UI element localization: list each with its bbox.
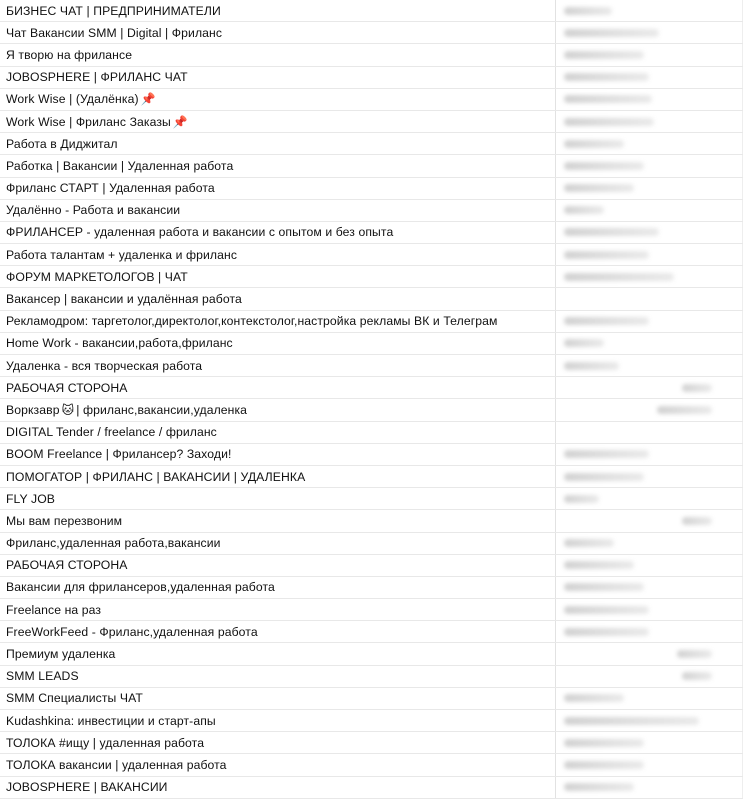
- link-cell[interactable]: [556, 422, 743, 443]
- channel-name: FreeWorkFeed - Фриланс,удаленная работа: [6, 624, 258, 639]
- channel-name-cell[interactable]: [0, 754, 556, 775]
- table-row[interactable]: [0, 754, 743, 776]
- channel-name: JOBOSPHERE | ВАКАНСИИ: [6, 780, 168, 795]
- link-cell[interactable]: [556, 666, 743, 687]
- channel-name: БИЗНЕС ЧАТ | ПРЕДПРИНИМАТЕЛИ: [6, 3, 221, 18]
- channel-name: Премиум удаленка: [6, 647, 116, 662]
- table-row[interactable]: [0, 266, 743, 288]
- link-cell[interactable]: [556, 67, 743, 88]
- table-row[interactable]: [0, 22, 743, 44]
- channel-name-cell[interactable]: [0, 643, 556, 664]
- channel-name: Рекламодром: таргетолог,директолог,контекстолог,настройка рекламы ВК и Телеграм: [6, 314, 498, 329]
- blurred-link: [564, 251, 649, 259]
- table-row[interactable]: [0, 777, 743, 799]
- blurred-link: [564, 717, 699, 725]
- link-cell[interactable]: [556, 777, 743, 798]
- table-row[interactable]: [0, 710, 743, 732]
- link-cell[interactable]: [556, 244, 743, 265]
- table-row[interactable]: [0, 89, 743, 111]
- channel-name-cell[interactable]: [0, 133, 556, 154]
- channel-name: Удалённо - Работа и вакансии: [6, 203, 181, 218]
- link-cell[interactable]: [556, 577, 743, 598]
- table-row[interactable]: [0, 732, 743, 754]
- blurred-link: [564, 561, 634, 569]
- blurred-link: [564, 140, 624, 148]
- link-cell[interactable]: [556, 22, 743, 43]
- blurred-link: [564, 450, 649, 458]
- channel-name: Работа талантам + удаленка и фриланс: [6, 247, 238, 262]
- table-row[interactable]: [0, 510, 743, 532]
- channel-name-cell[interactable]: [0, 22, 556, 43]
- link-cell[interactable]: [556, 643, 743, 664]
- channel-name: Чат Вакансии SMM | Digital | Фриланс: [6, 25, 223, 40]
- link-cell[interactable]: [556, 533, 743, 554]
- blurred-link: [564, 118, 654, 126]
- blurred-link: [564, 783, 634, 791]
- link-cell[interactable]: [556, 754, 743, 775]
- blurred-link: [564, 51, 644, 59]
- channel-name: Freelance на раз: [6, 602, 102, 617]
- channel-name-cell[interactable]: [0, 777, 556, 798]
- blurred-link: [564, 317, 649, 325]
- blurred-link: [677, 650, 712, 658]
- table-row[interactable]: [0, 377, 743, 399]
- channel-name: ТОЛОКА вакансии | удаленная работа: [6, 757, 227, 772]
- table-row[interactable]: [0, 643, 743, 665]
- channel-name-cell[interactable]: [0, 621, 556, 642]
- table-row[interactable]: [0, 244, 743, 266]
- table-row[interactable]: [0, 333, 743, 355]
- channel-name: BOOM Freelance | Фрилансер? Заходи!: [6, 447, 232, 462]
- channel-name-cell[interactable]: [0, 311, 556, 332]
- link-cell[interactable]: [556, 311, 743, 332]
- link-cell[interactable]: [556, 200, 743, 221]
- table-row[interactable]: [0, 355, 743, 377]
- table-row[interactable]: [0, 599, 743, 621]
- blurred-link: [564, 694, 624, 702]
- channel-name-cell[interactable]: [0, 732, 556, 753]
- blurred-link: [564, 228, 659, 236]
- blurred-link: [564, 29, 659, 37]
- channel-name-cell[interactable]: [0, 577, 556, 598]
- channel-name-cell[interactable]: [0, 399, 556, 420]
- blurred-link: [564, 273, 674, 281]
- channel-name: РАБОЧАЯ СТОРОНА: [6, 558, 128, 573]
- table-row[interactable]: [0, 200, 743, 222]
- channel-name: Kudashkina: инвестиции и старт-апы: [6, 713, 216, 728]
- blurred-link: [564, 95, 652, 103]
- blurred-link: [564, 583, 644, 591]
- channel-name-cell[interactable]: [0, 444, 556, 465]
- table-row[interactable]: [0, 111, 743, 133]
- channel-name: Work Wise | (Удалёнка): [6, 92, 139, 107]
- blurred-link: [564, 206, 604, 214]
- link-cell[interactable]: [556, 355, 743, 376]
- channel-name: Work Wise | Фриланс Заказы: [6, 114, 171, 129]
- link-cell[interactable]: [556, 0, 743, 21]
- channel-name: Работа в Диджитал: [6, 136, 118, 151]
- table-row[interactable]: [0, 288, 743, 310]
- link-cell[interactable]: [556, 288, 743, 309]
- blurred-link: [657, 406, 712, 414]
- link-cell[interactable]: [556, 710, 743, 731]
- table-row[interactable]: [0, 44, 743, 66]
- table-row[interactable]: [0, 488, 743, 510]
- channel-name-cell[interactable]: [0, 244, 556, 265]
- table-row[interactable]: [0, 311, 743, 333]
- channel-name: Удаленка - вся творческая работа: [6, 358, 203, 373]
- channel-name-cell[interactable]: [0, 266, 556, 287]
- channel-name: SMM LEADS: [6, 669, 79, 684]
- channel-name-cell[interactable]: [0, 355, 556, 376]
- table-row[interactable]: [0, 222, 743, 244]
- link-cell[interactable]: [556, 89, 743, 110]
- channel-name-cell[interactable]: [0, 288, 556, 309]
- blurred-link: [564, 73, 649, 81]
- table-row[interactable]: [0, 621, 743, 643]
- link-cell[interactable]: [556, 133, 743, 154]
- table-row[interactable]: [0, 133, 743, 155]
- link-cell[interactable]: [556, 222, 743, 243]
- link-cell[interactable]: [556, 555, 743, 576]
- link-cell[interactable]: [556, 444, 743, 465]
- blurred-link: [682, 672, 712, 680]
- blurred-link: [564, 606, 649, 614]
- channel-name-cell[interactable]: [0, 89, 556, 110]
- channel-name-suffix: | фриланс,вакансии,удаленка: [76, 402, 248, 417]
- link-cell[interactable]: [556, 44, 743, 65]
- blurred-link: [564, 495, 599, 503]
- channel-name-cell[interactable]: [0, 688, 556, 709]
- emoji-icon: 📌: [140, 92, 156, 107]
- channel-name: Вакансии для фрилансеров,удаленная работа: [6, 580, 275, 595]
- blurred-link: [564, 628, 649, 636]
- blurred-link: [564, 761, 644, 769]
- channel-name-cell[interactable]: [0, 178, 556, 199]
- link-cell[interactable]: [556, 688, 743, 709]
- channel-name: ФОРУМ МАРКЕТОЛОГОВ | ЧАТ: [6, 269, 188, 284]
- link-cell[interactable]: [556, 333, 743, 354]
- channel-name-cell[interactable]: [0, 555, 556, 576]
- blurred-link: [564, 184, 634, 192]
- channel-name-cell[interactable]: [0, 222, 556, 243]
- channel-name: Фриланс СТАРТ | Удаленная работа: [6, 181, 215, 196]
- channel-name-cell[interactable]: [0, 377, 556, 398]
- table-row[interactable]: [0, 67, 743, 89]
- channel-name: Фриланс,удаленная работа,вакансии: [6, 536, 221, 551]
- blurred-link: [564, 339, 604, 347]
- table-row[interactable]: [0, 555, 743, 577]
- channel-name: FLY JOB: [6, 491, 56, 506]
- channel-name: Вакансер | вакансии и удалённая работа: [6, 292, 242, 307]
- channel-name-cell[interactable]: [0, 333, 556, 354]
- table-row[interactable]: [0, 155, 743, 177]
- channel-name-cell[interactable]: [0, 0, 556, 21]
- link-cell[interactable]: [556, 178, 743, 199]
- table-row[interactable]: [0, 688, 743, 710]
- table-row[interactable]: [0, 666, 743, 688]
- link-cell[interactable]: [556, 155, 743, 176]
- channel-name: SMM Специалисты ЧАТ: [6, 691, 143, 706]
- blurred-link: [564, 473, 644, 481]
- link-cell[interactable]: [556, 466, 743, 487]
- link-cell[interactable]: [556, 732, 743, 753]
- table-row[interactable]: [0, 533, 743, 555]
- channel-name: Home Work - вакансии,работа,фриланс: [6, 336, 233, 351]
- blurred-link: [564, 162, 644, 170]
- channel-name: Мы вам перезвоним: [6, 513, 123, 528]
- channel-name: РАБОЧАЯ СТОРОНА: [6, 380, 128, 395]
- blurred-link: [564, 539, 614, 547]
- channel-name-cell[interactable]: [0, 111, 556, 132]
- table-row[interactable]: [0, 577, 743, 599]
- link-cell[interactable]: [556, 399, 743, 420]
- blurred-link: [564, 739, 644, 747]
- channel-name: Я творю на фрилансе: [6, 47, 133, 62]
- blurred-link: [564, 7, 612, 15]
- link-cell[interactable]: [556, 377, 743, 398]
- table-row[interactable]: [0, 399, 743, 421]
- channel-name: JOBOSPHERE | ФРИЛАНС ЧАТ: [6, 70, 188, 85]
- channel-name-cell[interactable]: [0, 200, 556, 221]
- link-cell[interactable]: [556, 111, 743, 132]
- table-row[interactable]: [0, 444, 743, 466]
- emoji-icon: 🐱: [61, 402, 75, 417]
- channel-name-cell[interactable]: [0, 533, 556, 554]
- table-row[interactable]: [0, 0, 743, 22]
- link-cell[interactable]: [556, 510, 743, 531]
- blurred-link: [682, 517, 712, 525]
- link-cell[interactable]: [556, 621, 743, 642]
- channel-name-cell[interactable]: [0, 666, 556, 687]
- channel-name-cell[interactable]: [0, 422, 556, 443]
- channel-name: Работка | Вакансии | Удаленная работа: [6, 158, 234, 173]
- blurred-link: [564, 362, 619, 370]
- channel-name-cell[interactable]: [0, 599, 556, 620]
- channel-name: Воркзавр: [6, 402, 60, 417]
- link-cell[interactable]: [556, 488, 743, 509]
- blurred-link: [682, 384, 712, 392]
- channel-name-cell[interactable]: [0, 155, 556, 176]
- channel-name-cell[interactable]: [0, 488, 556, 509]
- link-cell[interactable]: [556, 599, 743, 620]
- channel-name: ФРИЛАНСЕР - удаленная работа и вакансии с опытом и без опыта: [6, 225, 394, 240]
- channel-name: DIGITAL Tender / freelance / фриланс: [6, 425, 217, 440]
- channel-name-cell[interactable]: [0, 710, 556, 731]
- channel-name-cell[interactable]: [0, 44, 556, 65]
- channel-name-cell[interactable]: [0, 67, 556, 88]
- table-row[interactable]: [0, 422, 743, 444]
- channel-name-cell[interactable]: [0, 510, 556, 531]
- table-row[interactable]: [0, 466, 743, 488]
- channel-name: ПОМОГАТОР | ФРИЛАНС | ВАКАНСИИ | УДАЛЕНКА: [6, 469, 306, 484]
- channel-name: ТОЛОКА #ищу | удаленная работа: [6, 735, 205, 750]
- link-cell[interactable]: [556, 266, 743, 287]
- emoji-icon: 📌: [172, 114, 188, 129]
- channel-name-cell[interactable]: [0, 466, 556, 487]
- table-row[interactable]: [0, 178, 743, 200]
